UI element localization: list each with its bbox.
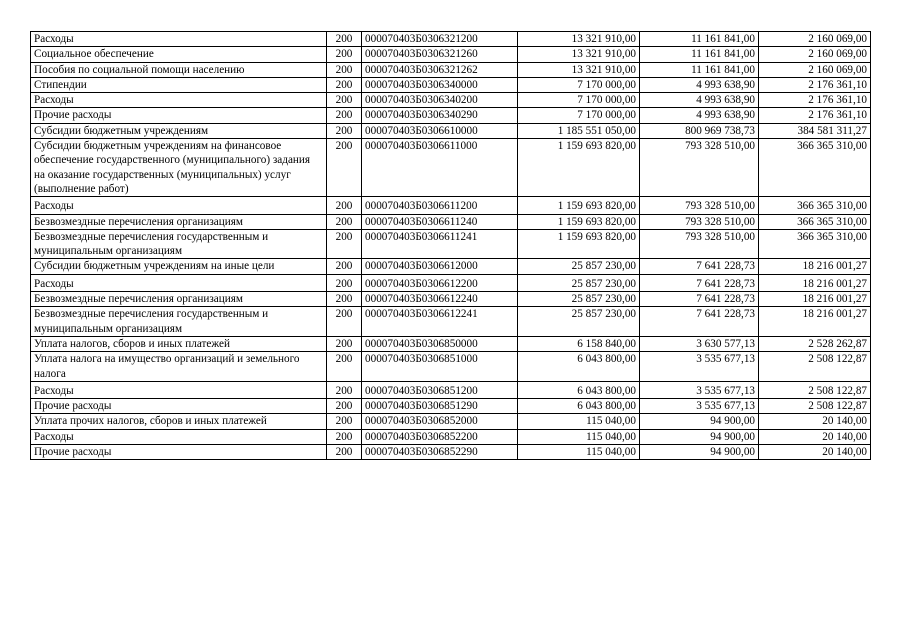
row-remaining-amount: 20 140,00 [759,414,871,429]
budget-table [30,31,871,460]
row-classification-code: 000070403Б0306321262 [362,62,518,77]
row-executed-amount: 3 535 677,13 [640,352,759,382]
row-executed-amount: 3 630 577,13 [640,336,759,351]
row-executed-amount: 793 328 510,00 [640,229,759,259]
row-line-code: 200 [327,445,362,460]
row-approved-amount: 1 159 693 820,00 [518,229,640,259]
row-approved-amount: 25 857 230,00 [518,292,640,307]
row-classification-code: 000070403Б0306612200 [362,274,518,291]
row-name: Уплата налогов, сборов и иных платежей [31,336,327,351]
table-row [31,62,871,77]
row-approved-amount: 25 857 230,00 [518,259,640,274]
row-name: Безвозмездные перечисления государственным и муниципальным организациям [31,229,327,259]
row-line-code: 200 [327,352,362,382]
table-row [31,197,871,214]
row-classification-code: 000070403Б0306852000 [362,414,518,429]
row-executed-amount: 7 641 228,73 [640,292,759,307]
row-executed-amount: 4 993 638,90 [640,108,759,123]
row-name: Безвозмездные перечисления организациям [31,292,327,307]
row-executed-amount: 4 993 638,90 [640,77,759,92]
row-classification-code: 000070403Б0306851290 [362,399,518,414]
row-remaining-amount: 20 140,00 [759,429,871,444]
row-executed-amount: 793 328 510,00 [640,214,759,229]
row-line-code: 200 [327,381,362,398]
row-classification-code: 000070403Б0306340200 [362,93,518,108]
row-remaining-amount: 2 160 069,00 [759,47,871,62]
table-row [31,108,871,123]
row-remaining-amount: 366 365 310,00 [759,197,871,214]
table-row [31,274,871,291]
table-row [31,47,871,62]
row-classification-code: 000070403Б0306852200 [362,429,518,444]
row-approved-amount: 6 158 840,00 [518,336,640,351]
row-line-code: 200 [327,62,362,77]
row-remaining-amount: 20 140,00 [759,445,871,460]
row-name: Прочие расходы [31,445,327,460]
row-classification-code: 000070403Б0306851000 [362,352,518,382]
row-approved-amount: 6 043 800,00 [518,399,640,414]
row-executed-amount: 3 535 677,13 [640,399,759,414]
row-line-code: 200 [327,32,362,47]
row-executed-amount: 11 161 841,00 [640,47,759,62]
row-line-code: 200 [327,229,362,259]
row-name: Безвозмездные перечисления организациям [31,214,327,229]
row-line-code: 200 [327,259,362,274]
row-classification-code: 000070403Б0306612000 [362,259,518,274]
row-executed-amount: 793 328 510,00 [640,197,759,214]
row-executed-amount: 7 641 228,73 [640,274,759,291]
row-approved-amount: 1 185 551 050,00 [518,123,640,138]
row-line-code: 200 [327,399,362,414]
table-row [31,214,871,229]
row-classification-code: 000070403Б0306321200 [362,32,518,47]
table-row [31,414,871,429]
row-classification-code: 000070403Б0306611240 [362,214,518,229]
row-line-code: 200 [327,197,362,214]
row-executed-amount: 7 641 228,73 [640,259,759,274]
row-name: Расходы [31,274,327,291]
row-executed-amount: 94 900,00 [640,429,759,444]
row-line-code: 200 [327,47,362,62]
row-remaining-amount: 2 160 069,00 [759,32,871,47]
table-body [31,32,871,460]
row-classification-code: 000070403Б0306852290 [362,445,518,460]
row-name: Пособия по социальной помощи населению [31,62,327,77]
table-row [31,77,871,92]
row-remaining-amount: 2 160 069,00 [759,62,871,77]
row-approved-amount: 1 159 693 820,00 [518,139,640,197]
row-remaining-amount: 18 216 001,27 [759,274,871,291]
row-name: Субсидии бюджетным учреждениям [31,123,327,138]
row-name: Расходы [31,381,327,398]
row-remaining-amount: 18 216 001,27 [759,307,871,337]
row-approved-amount: 7 170 000,00 [518,108,640,123]
row-line-code: 200 [327,108,362,123]
row-name: Уплата прочих налогов, сборов и иных платежей [31,414,327,429]
table-row [31,336,871,351]
row-line-code: 200 [327,93,362,108]
row-approved-amount: 115 040,00 [518,429,640,444]
row-line-code: 200 [327,214,362,229]
table-row [31,229,871,259]
row-remaining-amount: 366 365 310,00 [759,229,871,259]
row-line-code: 200 [327,414,362,429]
row-classification-code: 000070403Б0306340290 [362,108,518,123]
row-name: Прочие расходы [31,399,327,414]
table-row [31,93,871,108]
row-approved-amount: 115 040,00 [518,414,640,429]
row-approved-amount: 7 170 000,00 [518,93,640,108]
row-approved-amount: 6 043 800,00 [518,381,640,398]
row-name: Прочие расходы [31,108,327,123]
table-row [31,32,871,47]
row-executed-amount: 94 900,00 [640,414,759,429]
row-classification-code: 000070403Б0306851200 [362,381,518,398]
row-approved-amount: 13 321 910,00 [518,32,640,47]
row-executed-amount: 11 161 841,00 [640,62,759,77]
row-approved-amount: 6 043 800,00 [518,352,640,382]
row-remaining-amount: 384 581 311,27 [759,123,871,138]
row-classification-code: 000070403Б0306850000 [362,336,518,351]
row-classification-code: 000070403Б0306611241 [362,229,518,259]
row-remaining-amount: 2 508 122,87 [759,381,871,398]
row-name: Расходы [31,429,327,444]
row-executed-amount: 94 900,00 [640,445,759,460]
row-line-code: 200 [327,336,362,351]
table-row [31,139,871,197]
row-executed-amount: 3 535 677,13 [640,381,759,398]
row-approved-amount: 25 857 230,00 [518,307,640,337]
row-approved-amount: 1 159 693 820,00 [518,214,640,229]
row-approved-amount: 7 170 000,00 [518,77,640,92]
row-remaining-amount: 366 365 310,00 [759,139,871,197]
row-name: Безвозмездные перечисления государственным и муниципальным организациям [31,307,327,337]
row-name: Расходы [31,32,327,47]
row-executed-amount: 800 969 738,73 [640,123,759,138]
row-classification-code: 000070403Б0306321260 [362,47,518,62]
row-name: Расходы [31,197,327,214]
row-remaining-amount: 2 508 122,87 [759,352,871,382]
row-executed-amount: 4 993 638,90 [640,93,759,108]
table-row [31,307,871,337]
row-line-code: 200 [327,292,362,307]
row-classification-code: 000070403Б0306611000 [362,139,518,197]
row-approved-amount: 25 857 230,00 [518,274,640,291]
row-name: Субсидии бюджетным учреждениям на иные цели [31,259,327,274]
row-name: Стипендии [31,77,327,92]
row-remaining-amount: 18 216 001,27 [759,259,871,274]
row-line-code: 200 [327,139,362,197]
row-line-code: 200 [327,77,362,92]
row-executed-amount: 793 328 510,00 [640,139,759,197]
row-line-code: 200 [327,274,362,291]
table-row [31,123,871,138]
table-row [31,429,871,444]
row-name: Расходы [31,93,327,108]
row-line-code: 200 [327,123,362,138]
table-row [31,259,871,274]
table-row [31,381,871,398]
row-executed-amount: 7 641 228,73 [640,307,759,337]
table-row [31,352,871,382]
row-remaining-amount: 18 216 001,27 [759,292,871,307]
row-classification-code: 000070403Б0306610000 [362,123,518,138]
row-approved-amount: 13 321 910,00 [518,62,640,77]
table-row [31,292,871,307]
row-classification-code: 000070403Б0306612240 [362,292,518,307]
row-classification-code: 000070403Б0306611200 [362,197,518,214]
table-row [31,445,871,460]
row-line-code: 200 [327,429,362,444]
row-remaining-amount: 2 176 361,10 [759,93,871,108]
row-name: Уплата налога на имущество организаций и земельного налога [31,352,327,382]
row-approved-amount: 1 159 693 820,00 [518,197,640,214]
row-remaining-amount: 2 176 361,10 [759,77,871,92]
table-row [31,399,871,414]
row-classification-code: 000070403Б0306612241 [362,307,518,337]
row-approved-amount: 13 321 910,00 [518,47,640,62]
row-name: Субсидии бюджетным учреждениям на финансовое обеспечение государственного (муниципального) задания на оказание государственных (муниципальных) услуг (выполнение работ) [31,139,327,197]
row-name: Социальное обеспечение [31,47,327,62]
row-remaining-amount: 2 176 361,10 [759,108,871,123]
row-classification-code: 000070403Б0306340000 [362,77,518,92]
row-remaining-amount: 2 508 122,87 [759,399,871,414]
row-line-code: 200 [327,307,362,337]
row-executed-amount: 11 161 841,00 [640,32,759,47]
row-remaining-amount: 2 528 262,87 [759,336,871,351]
row-approved-amount: 115 040,00 [518,445,640,460]
row-remaining-amount: 366 365 310,00 [759,214,871,229]
